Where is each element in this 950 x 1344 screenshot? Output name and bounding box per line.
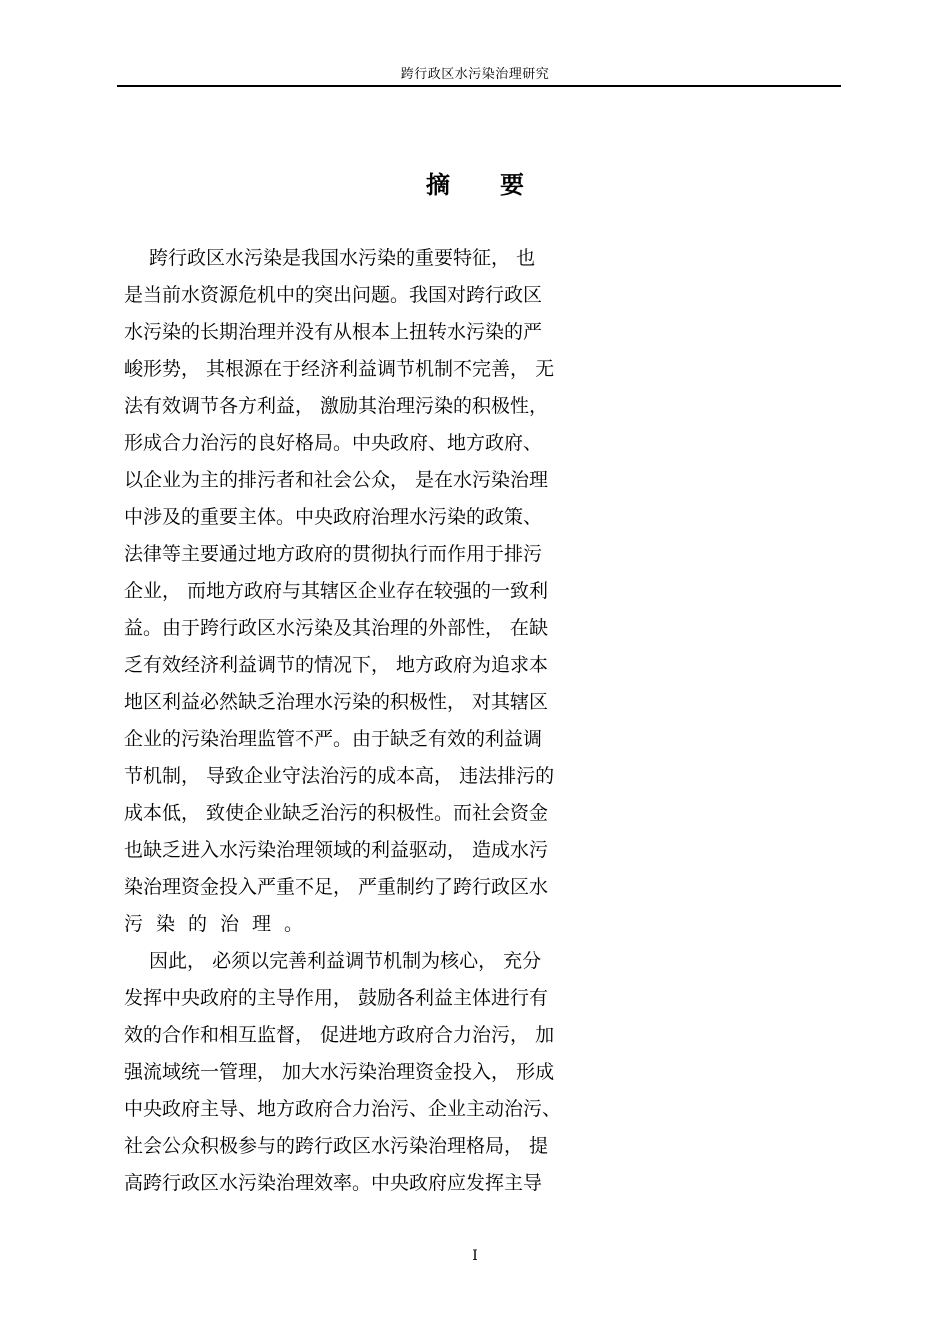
paragraph-2-line: 高跨行政区水污染治理效率。中央政府应发挥主导 [124, 1172, 543, 1194]
paragraph-2-line: 效的合作和相互监督， 促进地方政府合力治污， 加 [124, 1024, 555, 1046]
paragraph-1-line: 法律等主要通过地方政府的贯彻执行而作用于排污 [124, 543, 543, 565]
paragraph-1-line: 是当前水资源危机中的突出问题。我国对跨行政区 [124, 284, 543, 306]
paragraph-1-line: 污染的治理。 [124, 913, 317, 935]
paragraph-2-line: 社会公众积极参与的跨行政区水污染治理格局， 提 [124, 1135, 549, 1157]
paragraph-2-line: 发挥中央政府的主导作用， 鼓励各利益主体进行有 [124, 987, 549, 1009]
paragraph-1-line: 企业的污染治理监管不严。由于缺乏有效的利益调 [124, 728, 543, 750]
paragraph-1-line: 以企业为主的排污者和社会公众， 是在水污染治理 [124, 469, 549, 491]
header-rule [117, 85, 841, 87]
paragraph-1-line: 法有效调节各方利益， 激励其治理污染的积极性， [124, 395, 549, 417]
paragraph-2-line: 中央政府主导、地方政府合力治污、企业主动治污、 [124, 1098, 562, 1120]
paragraph-1-line: 中涉及的重要主体。中央政府治理水污染的政策、 [124, 506, 543, 528]
running-header: 跨行政区水污染治理研究 [400, 67, 550, 82]
page-title-char-2: 要 [500, 170, 524, 199]
paragraph-1-line: 也缺乏进入水污染治理领域的利益驱动， 造成水污 [124, 839, 549, 861]
page-title-char-1: 摘 [426, 170, 450, 199]
paragraph-1-line: 水污染的长期治理并没有从根本上扭转水污染的严 [124, 321, 543, 343]
paragraph-1-line: 形成合力治污的良好格局。中央政府、地方政府、 [124, 432, 543, 454]
abstract-body [124, 240, 864, 1202]
page-number: I [472, 1248, 478, 1264]
paragraph-1-line: 跨行政区水污染是我国水污染的重要特征， 也 [124, 247, 536, 269]
paragraph-1-line: 益。由于跨行政区水污染及其治理的外部性， 在缺 [124, 617, 549, 639]
paragraph-1-line: 节机制， 导致企业守法治污的成本高， 违法排污的 [124, 765, 555, 787]
paragraph-1-line: 乏有效经济利益调节的情况下， 地方政府为追求本 [124, 654, 549, 676]
page-title [0, 170, 950, 200]
paragraph-2-line: 强流域统一管理， 加大水污染治理资金投入， 形成 [124, 1061, 555, 1083]
paragraph-1-line: 地区利益必然缺乏治理水污染的积极性， 对其辖区 [124, 691, 549, 713]
paragraph-1-line: 峻形势， 其根源在于经济利益调节机制不完善， 无 [124, 358, 555, 380]
paragraph-1-line: 企业， 而地方政府与其辖区企业存在较强的一致利 [124, 580, 549, 602]
paragraph-1-line: 染治理资金投入严重不足， 严重制约了跨行政区水 [124, 876, 549, 898]
paragraph-2-line: 因此， 必须以完善利益调节机制为核心， 充分 [124, 950, 542, 972]
paragraph-1-line: 成本低， 致使企业缺乏治污的积极性。而社会资金 [124, 802, 549, 824]
